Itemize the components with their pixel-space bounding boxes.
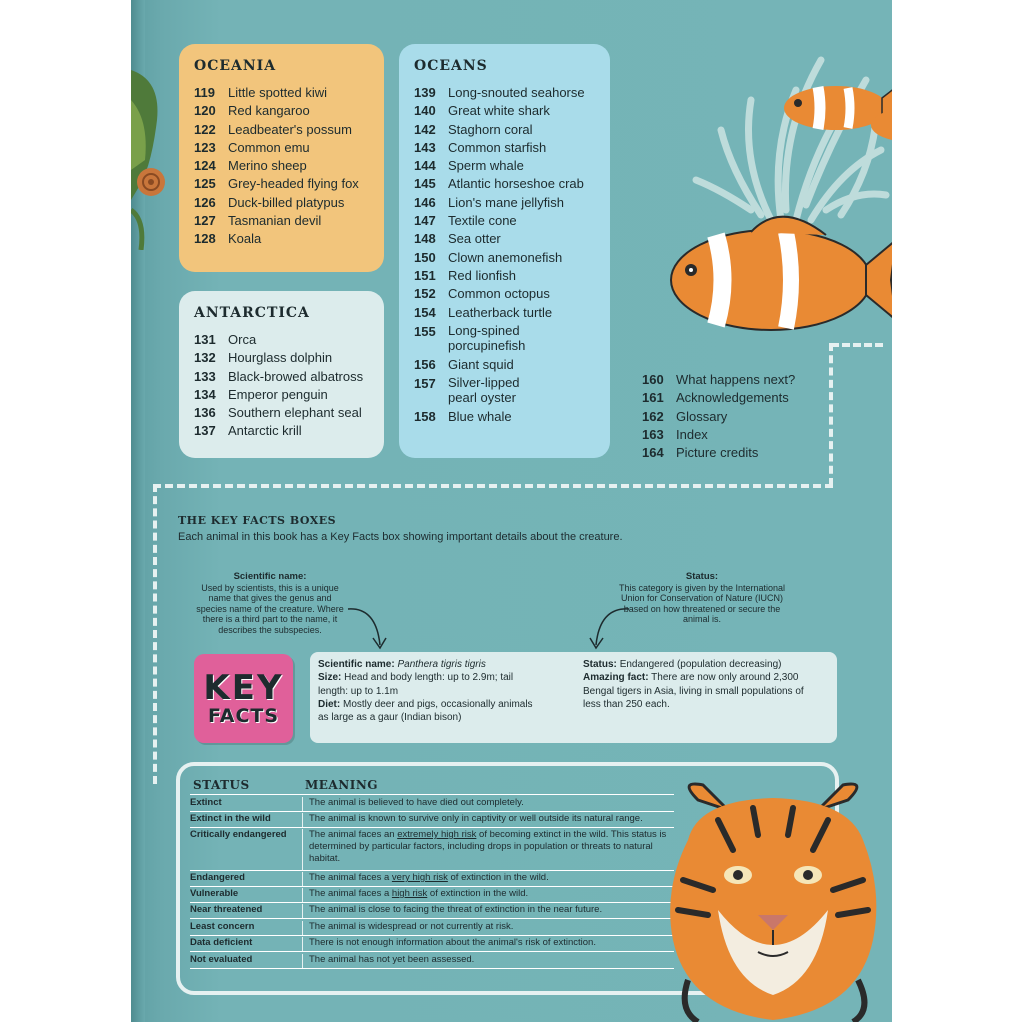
sci-name-label: Scientific name: bbox=[318, 659, 395, 670]
amazing-fact-label: Amazing fact: bbox=[583, 672, 649, 684]
size-value: Head and body length: up to 2.9m; tail length: up to 1.1m bbox=[318, 672, 514, 697]
toc-page-number: 143 bbox=[414, 139, 436, 155]
toc-item bbox=[194, 349, 384, 367]
book-page bbox=[131, 0, 892, 1022]
toc-page-number: 144 bbox=[414, 158, 436, 174]
scientific-note-title: Scientific name: bbox=[233, 571, 307, 582]
tiger-illustration bbox=[658, 780, 892, 1022]
toc-page-number: 128 bbox=[194, 231, 216, 247]
toc-item bbox=[194, 102, 384, 120]
toc-entry-label: Staghorn coral bbox=[448, 121, 533, 137]
arrow-icon bbox=[346, 605, 391, 653]
status-meaning: The animal has not yet been assessed. bbox=[302, 954, 674, 968]
toc-item bbox=[194, 121, 384, 139]
toc-page-number: 124 bbox=[194, 158, 216, 174]
dashed-line bbox=[153, 484, 157, 784]
toc-page-number: 156 bbox=[414, 356, 436, 372]
clownfish-anemone-illustration bbox=[581, 20, 892, 360]
meaning-text: The animal faces a bbox=[309, 872, 392, 883]
status-meaning bbox=[302, 829, 674, 870]
toc-page-number: 132 bbox=[194, 350, 216, 366]
toc-item bbox=[194, 194, 384, 212]
toc-item bbox=[194, 230, 384, 248]
status-column-header: STATUS bbox=[193, 778, 250, 792]
toc-page-number: 137 bbox=[194, 423, 216, 439]
toc-entry-label: Picture credits bbox=[676, 445, 759, 461]
status-meaning bbox=[302, 872, 674, 886]
toc-page-number: 120 bbox=[194, 103, 216, 119]
status-meaning: The animal is close to facing the threat of extinction in the near future. bbox=[302, 904, 674, 918]
status-note-title: Status: bbox=[685, 571, 719, 582]
toc-item bbox=[194, 157, 384, 175]
toc-entry-label: What happens next? bbox=[676, 372, 796, 387]
toc-page-number: 136 bbox=[194, 405, 216, 421]
status-meaning: There is not enough information about the animal's risk of extinction. bbox=[302, 937, 674, 951]
toc-page-number: 142 bbox=[414, 121, 436, 137]
status-name: Vulnerable bbox=[190, 888, 239, 899]
key-facts-badge bbox=[194, 654, 293, 743]
toc-page-number: 119 bbox=[194, 85, 215, 100]
toc-entry-label: Silver-lipped pearl oyster bbox=[448, 375, 520, 406]
status-table-row bbox=[190, 888, 674, 903]
arrow-icon bbox=[586, 605, 631, 653]
toc-item bbox=[194, 175, 384, 193]
toc-entry-label: Tasmanian devil bbox=[228, 213, 322, 229]
toc-page-number: 160 bbox=[642, 372, 664, 387]
status-table-row bbox=[190, 829, 674, 871]
status-name: Least concern bbox=[190, 921, 255, 932]
toc-entry-label: Leadbeater's possum bbox=[228, 121, 352, 137]
risk-level-text: high risk bbox=[391, 888, 428, 899]
meaning-column-header: MEANING bbox=[305, 778, 379, 792]
toc-entry-label: Common octopus bbox=[448, 286, 550, 302]
toc-page-number: 122 bbox=[194, 121, 216, 137]
toc-entry-label: Index bbox=[676, 426, 708, 442]
toc-entry-label: Sea otter bbox=[448, 231, 501, 247]
amazing-fact-value: There are now only around 2,300 Bengal tigers in Asia, living in small populations of less than 250 each. bbox=[583, 672, 804, 710]
toc-entry-label: Clown anemonefish bbox=[448, 249, 563, 265]
toc-page-number: 145 bbox=[414, 176, 436, 192]
oceans-title: OCEANS bbox=[414, 58, 488, 74]
meaning-text: of extinction in the wild. bbox=[447, 872, 549, 883]
toc-entry-label: Textile cone bbox=[448, 213, 517, 229]
toc-item bbox=[194, 368, 384, 386]
key-facts-heading: THE KEY FACTS BOXES bbox=[178, 514, 337, 527]
antarctica-box bbox=[179, 291, 384, 458]
status-table-row bbox=[190, 813, 674, 828]
toc-entry-label: Little spotted kiwi bbox=[228, 85, 327, 100]
status-meaning: The animal is known to survive only in captivity or well outside its natural range. bbox=[302, 813, 674, 827]
status-meaning bbox=[302, 888, 674, 902]
status-name: Extinct in the wild bbox=[190, 813, 271, 824]
badge-key-text: KEY bbox=[203, 667, 284, 708]
toc-entry-label: Red kangaroo bbox=[228, 103, 310, 119]
toc-entry-label: Hourglass dolphin bbox=[228, 350, 333, 366]
status-value: Endangered (population decreasing) bbox=[619, 659, 782, 670]
meaning-text: of becoming extinct in the wild. This status is determined by particular factors, including drops in population or threats to natural habitat. bbox=[309, 829, 667, 864]
meaning-text: The animal faces a bbox=[309, 888, 392, 899]
toc-page-number: 161 bbox=[642, 390, 664, 406]
toc-item bbox=[642, 408, 842, 426]
status-label: Status: bbox=[583, 659, 617, 670]
toc-entry-label: Emperor penguin bbox=[228, 386, 328, 402]
scientific-name-note bbox=[195, 572, 345, 635]
toc-entry-label: Southern elephant seal bbox=[228, 405, 362, 421]
oceania-title: OCEANIA bbox=[194, 58, 277, 74]
toc-page-number: 147 bbox=[414, 213, 436, 229]
status-name: Near threatened bbox=[190, 904, 263, 915]
toc-page-number: 164 bbox=[642, 445, 664, 461]
meaning-text: of extinction in the wild. bbox=[427, 888, 529, 899]
status-table-row bbox=[190, 797, 674, 812]
oceania-list bbox=[194, 84, 384, 249]
toc-entry-label: Sperm whale bbox=[448, 158, 524, 174]
toc-page-number: 140 bbox=[414, 103, 436, 119]
toc-entry-label: Grey-headed flying fox bbox=[228, 176, 359, 192]
status-table-row bbox=[190, 937, 674, 952]
toc-page-number: 134 bbox=[194, 386, 216, 402]
toc-page-number: 148 bbox=[414, 231, 436, 247]
antarctica-list bbox=[194, 331, 384, 441]
toc-entry-label: Glossary bbox=[676, 408, 728, 424]
badge-facts-text: FACTS bbox=[207, 704, 280, 727]
toc-page-number: 152 bbox=[414, 286, 436, 302]
toc-entry-label: Orca bbox=[228, 332, 257, 347]
toc-entry-label: Black-browed albatross bbox=[228, 368, 364, 384]
diet-label: Diet: bbox=[318, 698, 341, 710]
status-meaning: The animal is widespread or not currently at risk. bbox=[302, 921, 674, 935]
status-table-row bbox=[190, 904, 674, 919]
key-facts-right-column bbox=[583, 658, 823, 711]
toc-page-number: 157 bbox=[414, 376, 436, 392]
toc-entry-label: Long-snouted seahorse bbox=[448, 85, 585, 100]
toc-item bbox=[414, 375, 610, 405]
toc-entry-label: Acknowledgements bbox=[676, 390, 789, 406]
toc-page-number: 126 bbox=[194, 194, 216, 210]
toc-item bbox=[194, 386, 384, 404]
toc-page-number: 154 bbox=[414, 304, 436, 320]
antarctica-title: ANTARCTICA bbox=[194, 305, 310, 321]
toc-page-number: 131 bbox=[194, 332, 216, 347]
chameleon-illustration bbox=[131, 60, 181, 250]
toc-entry-label: Leatherback turtle bbox=[448, 304, 553, 320]
status-table-row bbox=[190, 921, 674, 936]
toc-entry-label: Merino sheep bbox=[228, 158, 307, 174]
toc-page-number: 158 bbox=[414, 409, 436, 425]
diet-value: Mostly deer and pigs, occasionally animals as large as a gaur (Indian bison) bbox=[318, 698, 533, 724]
toc-page-number: 146 bbox=[414, 194, 436, 210]
toc-item bbox=[194, 404, 384, 422]
risk-level-text: very high risk bbox=[391, 872, 448, 883]
status-note bbox=[617, 572, 787, 625]
toc-page-number: 150 bbox=[414, 249, 436, 265]
toc-item bbox=[642, 389, 842, 407]
key-facts-left-column bbox=[318, 658, 536, 724]
status-name: Not evaluated bbox=[190, 954, 253, 965]
toc-entry-label: Blue whale bbox=[448, 409, 512, 425]
size-label: Size: bbox=[318, 672, 342, 684]
toc-item bbox=[642, 371, 842, 389]
toc-entry-label: Koala bbox=[228, 231, 262, 247]
toc-page-number: 162 bbox=[642, 408, 664, 424]
status-note-text: This category is given by the International Union for Conservation of Nature (IUCN) based on how threatened or secure the animal is. bbox=[618, 582, 786, 624]
status-table-header-rule bbox=[190, 794, 674, 795]
status-name: Critically endangered bbox=[190, 829, 287, 840]
toc-entry-label: Common starfish bbox=[448, 139, 547, 155]
toc-entry-label: Antarctic krill bbox=[228, 423, 302, 439]
toc-entry-label: Lion's mane jellyfish bbox=[448, 194, 564, 210]
status-name: Data deficient bbox=[190, 937, 253, 948]
toc-entry-label: Red lionfish bbox=[448, 267, 516, 283]
toc-page-number: 151 bbox=[414, 267, 436, 283]
status-table-row bbox=[190, 954, 674, 969]
toc-page-number: 127 bbox=[194, 213, 216, 229]
status-meaning: The animal is believed to have died out completely. bbox=[302, 797, 674, 811]
toc-page-number: 139 bbox=[414, 85, 436, 100]
dashed-line bbox=[831, 343, 883, 347]
toc-entry-label: Long-spined porcupinefish bbox=[448, 322, 526, 353]
scientific-note-text: Used by scientists, this is a unique name that gives the genus and species name of the creature. Where there is a third part to the name, it describes the subspecies. bbox=[196, 582, 344, 635]
toc-item bbox=[414, 408, 610, 426]
toc-item bbox=[194, 139, 384, 157]
key-facts-example-box bbox=[310, 652, 837, 743]
status-table-row bbox=[190, 872, 674, 887]
sci-name-value: Panthera tigris tigris bbox=[397, 659, 486, 670]
toc-entry-label: Atlantic horseshoe crab bbox=[448, 176, 584, 192]
meaning-text: The animal faces an bbox=[309, 829, 398, 840]
toc-item bbox=[194, 331, 384, 349]
toc-item bbox=[642, 444, 842, 462]
toc-entry-label: Great white shark bbox=[448, 103, 550, 119]
toc-item bbox=[194, 422, 384, 440]
toc-page-number: 155 bbox=[414, 323, 436, 339]
toc-entry-label: Duck-billed platypus bbox=[228, 194, 345, 210]
status-name: Endangered bbox=[190, 872, 245, 883]
toc-entry-label: Common emu bbox=[228, 139, 310, 155]
risk-level-text: extremely high risk bbox=[397, 829, 477, 840]
backmatter-list bbox=[642, 371, 842, 462]
status-name: Extinct bbox=[190, 797, 222, 808]
toc-item bbox=[642, 426, 842, 444]
toc-item bbox=[194, 212, 384, 230]
toc-page-number: 123 bbox=[194, 139, 216, 155]
oceania-box bbox=[179, 44, 384, 272]
toc-item bbox=[194, 84, 384, 102]
toc-page-number: 133 bbox=[194, 368, 216, 384]
dashed-line bbox=[153, 484, 833, 488]
oceans-box bbox=[399, 44, 610, 458]
toc-page-number: 125 bbox=[194, 176, 216, 192]
toc-page-number: 163 bbox=[642, 426, 664, 442]
key-facts-intro: Each animal in this book has a Key Facts box showing important details about the creature. bbox=[178, 531, 623, 543]
dashed-line bbox=[829, 343, 833, 486]
toc-entry-label: Giant squid bbox=[448, 356, 514, 372]
